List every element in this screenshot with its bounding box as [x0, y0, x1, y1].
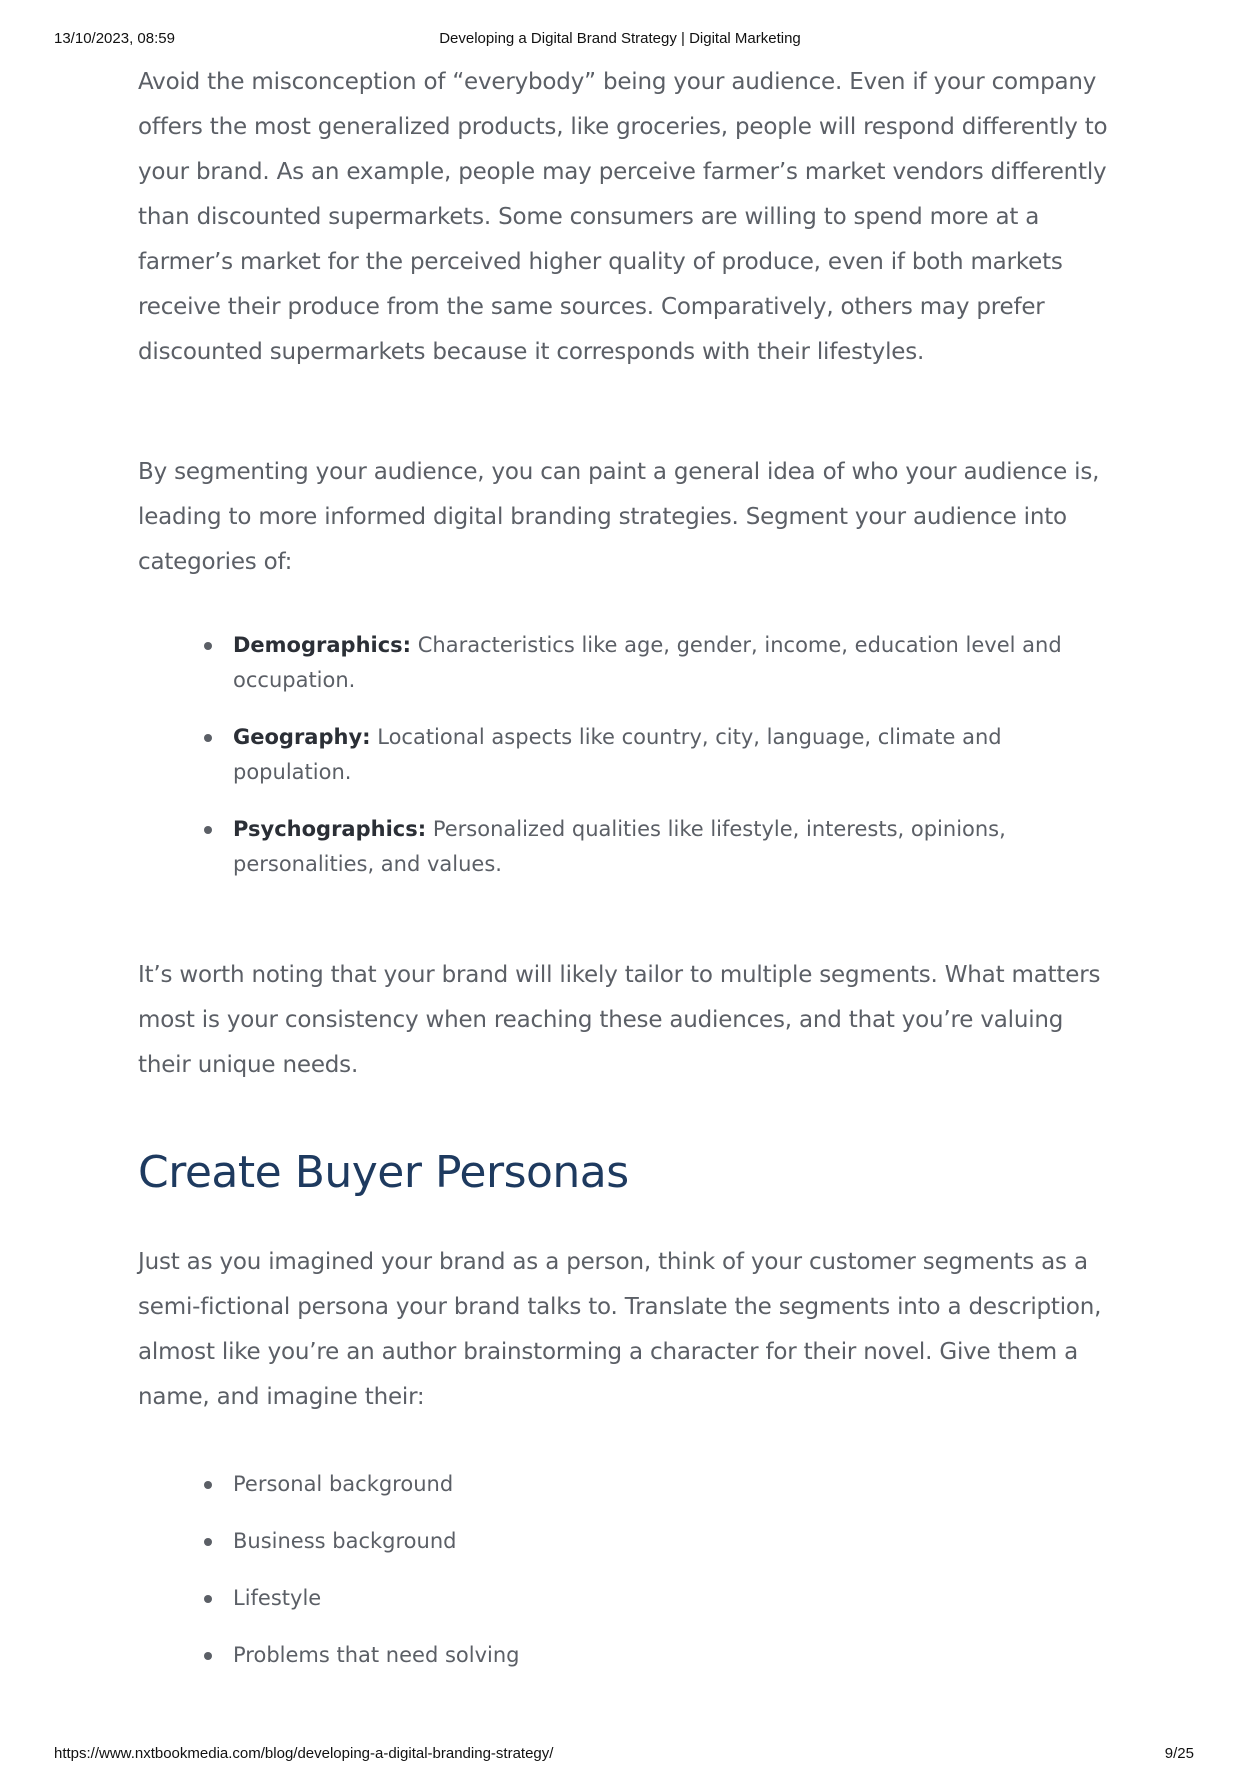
list-item — [138, 1467, 1118, 1502]
paragraph-persona-description: Just as you imagined your brand as a person, think of your customer segments as a semi-fictional persona your brand talks to. Translate the segments into a description, almost like you’re an author brainstorming a character for their novel. Give them a name, and imagine their: — [138, 1249, 1102, 1410]
list-item-text: Personal background — [233, 1472, 454, 1496]
list-item-geography — [138, 720, 1118, 790]
list-item-psychographics — [138, 812, 1118, 882]
bullet-icon — [204, 642, 212, 650]
bullet-icon — [204, 1652, 212, 1660]
list-item — [138, 1638, 1118, 1673]
list-item-text: Business background — [233, 1529, 457, 1553]
bullet-icon — [204, 1595, 212, 1603]
bullet-icon — [204, 826, 212, 834]
bullet-icon — [204, 734, 212, 742]
list-item — [138, 1524, 1118, 1559]
print-footer — [0, 1745, 1240, 1765]
print-source-url: https://www.nxtbookmedia.com/blog/developing-a-digital-branding-strategy/ — [54, 1745, 554, 1762]
list-item-description: Locational aspects like country, city, language, climate and population. — [233, 725, 1002, 784]
paragraph-segmenting-audience: By segmenting your audience, you can paint a general idea of who your audience is, leading to more informed digital branding strategies. Segment your audience into categories of: — [138, 459, 1100, 575]
list-item-demographics — [138, 628, 1118, 698]
bullet-icon — [204, 1481, 212, 1489]
bullet-icon — [204, 1538, 212, 1546]
segment-categories-list — [138, 628, 1118, 904]
list-item-description: Personalized qualities like lifestyle, interests, opinions, personalities, and values. — [233, 817, 1006, 876]
paragraph-multiple-segments: It’s worth noting that your brand will likely tailor to multiple segments. What matters most is your consistency when reaching these audiences, and that you’re valuing their unique needs. — [138, 962, 1101, 1078]
print-page-number: 9/25 — [1164, 1745, 1194, 1762]
print-header — [0, 30, 1240, 50]
list-item-description: Characteristics like age, gender, income, education level and occupation. — [233, 633, 1062, 692]
persona-attributes-list — [138, 1467, 1118, 1695]
paragraph-audience-misconception: Avoid the misconception of “everybody” being your audience. Even if your company offers the most generalized products, like groceries, people will respond differently to your brand. As an example, people may perceive farmer’s market vendors differently than discounted supermarkets. Some consumers are willing to spend more at a farmer’s market for the perceived higher quality of produce, even if both markets receive their produce from the same sources. Comparatively, others may prefer discounted supermarkets because it corresponds with their lifestyles. — [138, 69, 1108, 365]
list-item-term: Geography: — [233, 725, 371, 749]
list-item-term: Demographics: — [233, 633, 412, 657]
print-page-title: Developing a Digital Brand Strategy | Digital Marketing — [439, 30, 801, 47]
list-item-text: Problems that need solving — [233, 1643, 520, 1667]
list-item-text: Lifestyle — [233, 1586, 322, 1610]
list-item — [138, 1581, 1118, 1616]
section-heading-buyer-personas: Create Buyer Personas — [138, 1147, 629, 1198]
print-datetime: 13/10/2023, 08:59 — [54, 30, 175, 47]
list-item-term: Psychographics: — [233, 817, 427, 841]
